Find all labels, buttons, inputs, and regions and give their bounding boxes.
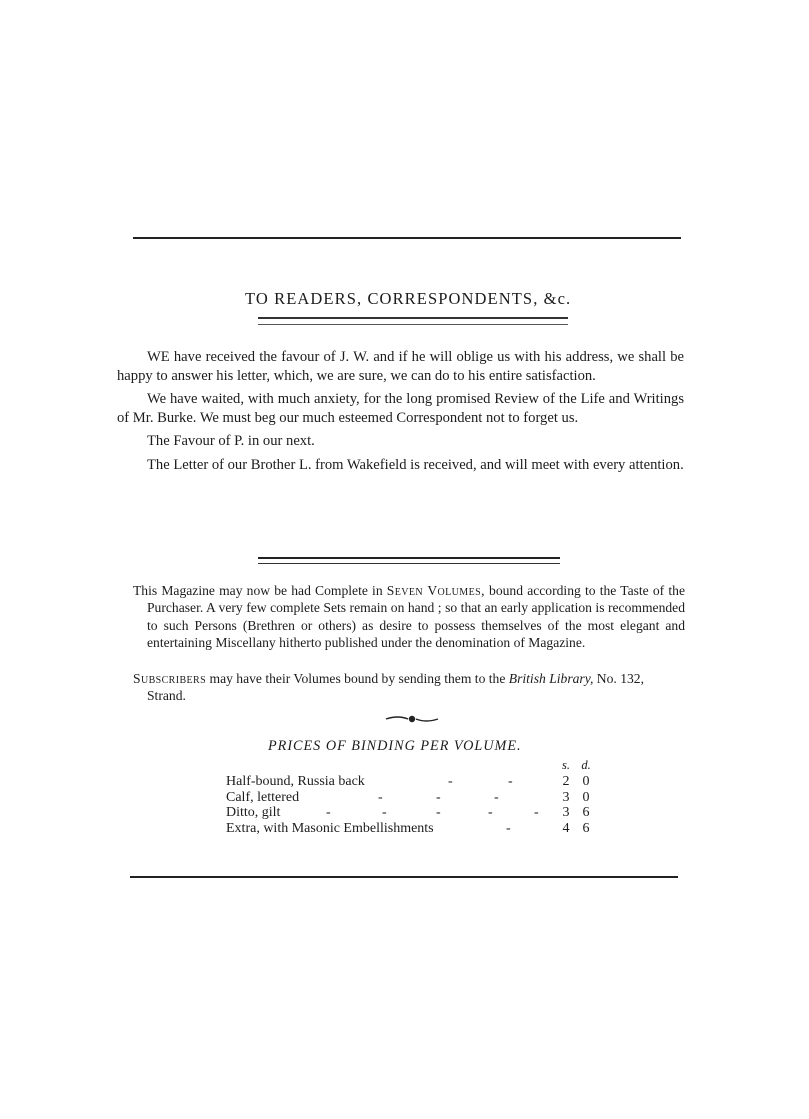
announcement-after: bound according to the Taste of the Purchaser. A very few complete Sets remain on hand ; so that an early application is recommended to such Persons (Brethren or others) as desire to possess themselves of the most elegant and entertaining Miscellany hitherto published under the denomination of Magazine. — [147, 583, 685, 650]
price-row — [226, 821, 590, 837]
leader-dash: - — [506, 821, 511, 837]
price-row — [226, 805, 590, 821]
notice-favour-p: The Favour of P. in our next. — [147, 433, 315, 449]
binding-name: Half-bound, Russia back — [226, 773, 365, 789]
binding-price-table — [226, 758, 591, 837]
announcement-volumes: Seven Volumes, — [386, 583, 485, 598]
correspondent-notices — [117, 348, 684, 479]
pence-value: 0 — [582, 789, 590, 805]
heading-rule — [258, 317, 568, 325]
pence-value: 6 — [582, 805, 590, 821]
leader-dash: - — [436, 789, 441, 805]
shillings-header: s. — [562, 758, 570, 772]
subscribers-note — [133, 670, 685, 705]
leader-dash: - — [534, 805, 539, 821]
leader-dash: - — [508, 773, 513, 789]
notice-jw: WE have received the favour of J. W. and if he will oblige us with his address, we shall be happy to answer his letter, which, we are sure, we can do to his entire satisfaction. — [117, 349, 684, 384]
subscribers-library: British Library, — [508, 671, 594, 686]
binding-name: Calf, lettered — [226, 789, 300, 805]
prices-title: PRICES OF BINDING PER VOLUME. — [268, 738, 522, 754]
shillings-value: 3 — [562, 805, 570, 821]
shillings-value: 2 — [562, 773, 570, 789]
section-heading: TO READERS, CORRESPONDENTS, &c. — [245, 289, 572, 308]
leader-dash: - — [436, 805, 441, 821]
leader-dash: - — [448, 773, 453, 789]
shillings-value: 3 — [562, 789, 570, 805]
announcement-before: This Magazine may now be had Complete in — [133, 583, 387, 598]
pence-value: 0 — [582, 773, 590, 789]
top-rule — [133, 237, 681, 239]
binding-name: Extra, with Masonic Embellishments — [226, 821, 434, 837]
leader-dash: - — [326, 805, 331, 821]
notice-burke-review: We have waited, with much anxiety, for the long promised Review of the Life and Writings of Mr. Burke. We must beg our much esteemed Correspondent not to forget us. — [117, 391, 684, 426]
leader-dash: - — [488, 805, 493, 821]
leader-dash: - — [382, 805, 387, 821]
shillings-value: 4 — [562, 821, 570, 837]
pence-header: d. — [581, 758, 591, 772]
notice-wakefield-letter: The Letter of our Brother L. from Wakefield is received, and will meet with every attention. — [147, 456, 684, 473]
leader-dash: - — [494, 789, 499, 805]
middle-rule — [258, 557, 560, 564]
price-header-row — [226, 758, 591, 774]
leader-dash: - — [378, 789, 383, 805]
ornament-icon — [382, 712, 442, 726]
binding-name: Ditto, gilt — [226, 805, 281, 821]
bottom-rule — [130, 876, 678, 878]
subscribers-text: may have their Volumes bound by sending them to the — [206, 671, 509, 686]
subscribers-lead: Subscribers — [133, 671, 207, 686]
price-row — [226, 773, 590, 790]
subscribers-address: No. 132, Strand. — [147, 671, 644, 704]
pence-value: 6 — [582, 821, 590, 837]
complete-sets-announcement — [133, 582, 685, 651]
price-row — [226, 789, 590, 806]
